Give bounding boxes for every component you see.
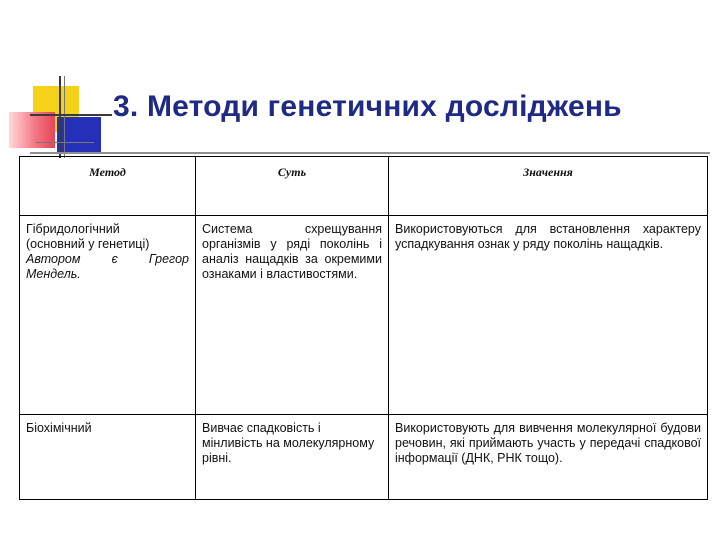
cell-significance: Використовуються для встановлення характеру успадкування ознак у ряду поколінь нащадків. bbox=[389, 216, 708, 415]
table-row bbox=[20, 415, 708, 500]
cell-significance: Використовують для вивчення молекулярної будови речовин, які приймають участь у передачі спадкової інформації (ДНК, РНК тощо). bbox=[389, 415, 708, 500]
logo-horizontal-line bbox=[30, 114, 112, 116]
logo-horizontal-line-thin bbox=[36, 142, 94, 143]
cell-essence: Система схрещування організмів у ряді поколінь і аналіз нащадків за окремими ознаками і властивостями. bbox=[196, 216, 389, 415]
logo-vertical-line bbox=[59, 76, 61, 158]
method-author-line bbox=[26, 252, 189, 267]
slide-logo-decoration bbox=[0, 0, 120, 170]
method-name: Гібридологічний bbox=[26, 222, 120, 236]
cell-essence: Вивчає спадковість і мінливість на молекулярному рівні. bbox=[196, 415, 389, 500]
header-significance: Значення bbox=[389, 157, 708, 216]
cell-method: Біохімічний bbox=[20, 415, 196, 500]
cell-method bbox=[20, 216, 196, 415]
method-author-mid: є bbox=[111, 252, 118, 266]
table-row bbox=[20, 216, 708, 415]
method-note: (основний у генетиці) bbox=[26, 237, 150, 251]
method-author-prefix: Автором bbox=[26, 252, 81, 266]
methods-table bbox=[19, 156, 708, 500]
header-essence: Суть bbox=[196, 157, 389, 216]
method-author-surname: Мендель. bbox=[26, 267, 81, 281]
title-underline bbox=[30, 152, 710, 154]
table-header-row bbox=[20, 157, 708, 216]
header-method: Метод bbox=[20, 157, 196, 216]
method-author-name: Грегор bbox=[148, 252, 189, 266]
page-title: 3. Методи генетичних досліджень bbox=[113, 90, 622, 123]
logo-vertical-line-thin bbox=[64, 76, 65, 158]
